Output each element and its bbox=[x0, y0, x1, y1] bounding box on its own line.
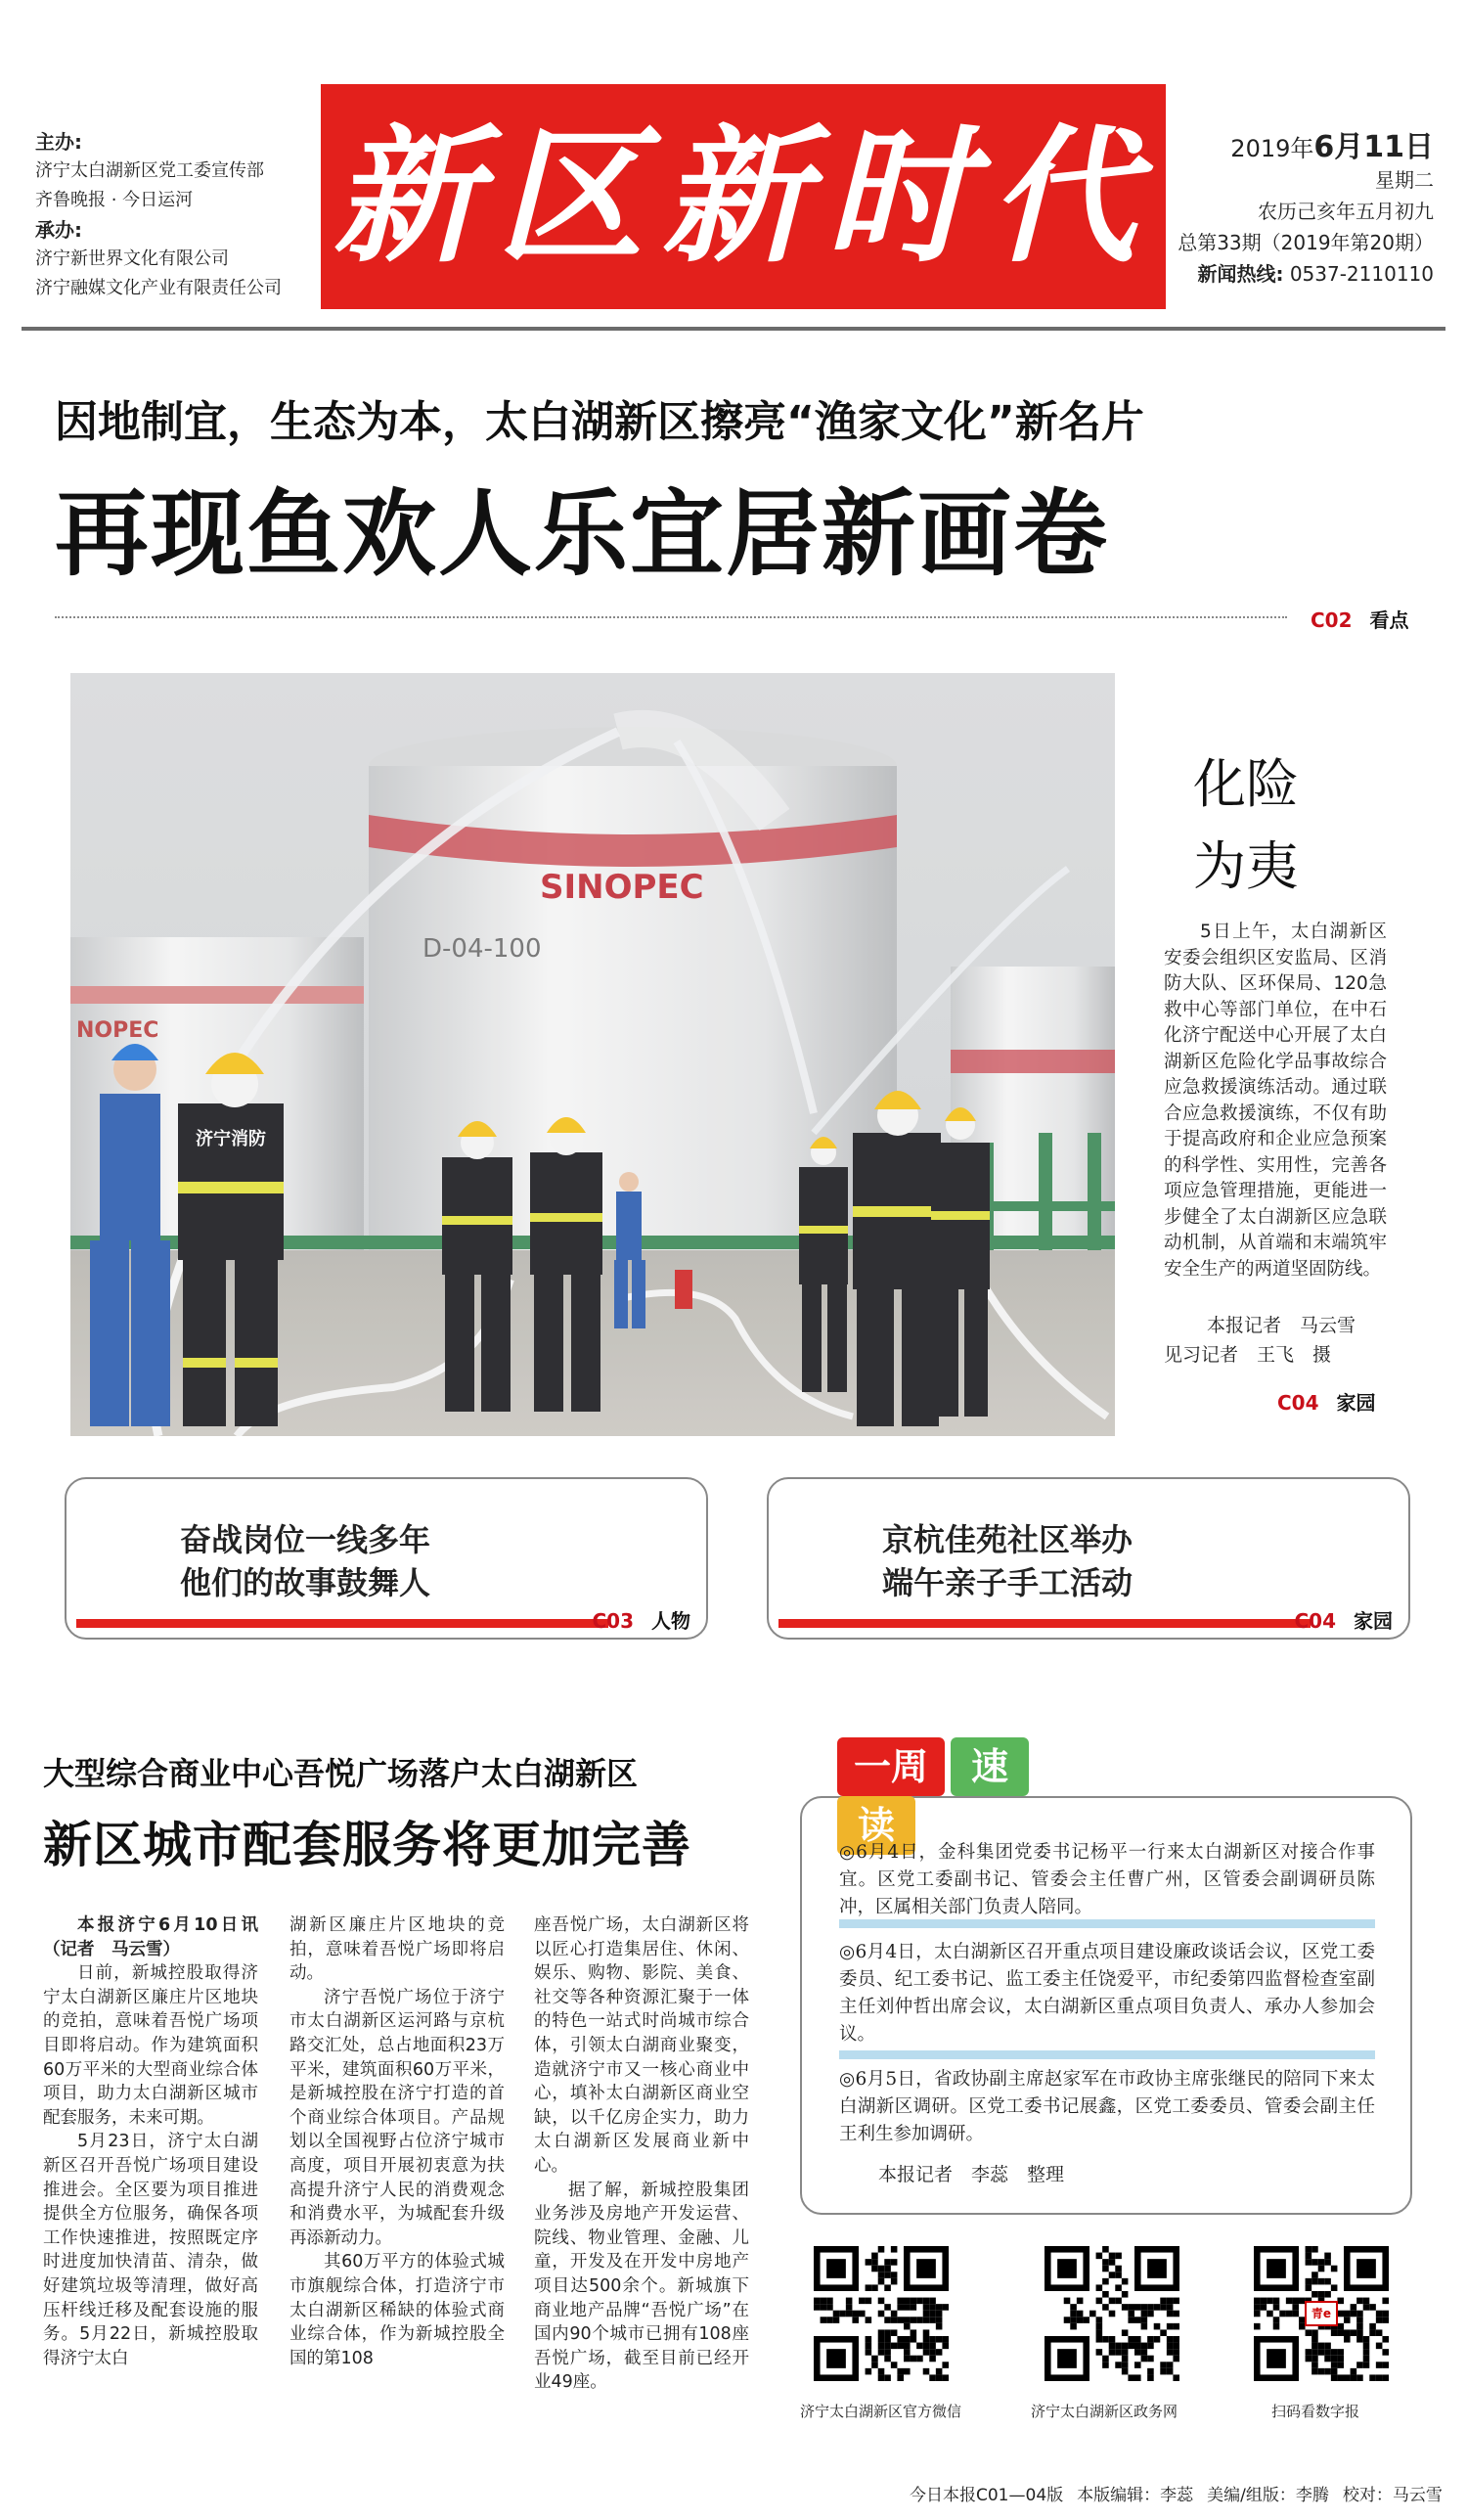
article-column bbox=[534, 1913, 749, 2395]
weekly-item: ◎6月5日，省政协副主席赵家军在市政协主席张继民的陪同下来太白湖新区调研。区党工委书记展鑫，区党工委委员、管委会副主任王利生参加调研。 bbox=[839, 2069, 1375, 2144]
qr-graphic bbox=[1045, 2246, 1179, 2381]
issue-date bbox=[1174, 132, 1434, 164]
host-line: 济宁太白湖新区党工委宣传部 bbox=[35, 160, 264, 181]
teaser-line: 他们的故事鼓舞人 bbox=[180, 1564, 431, 1601]
qr-block[interactable] bbox=[1254, 2246, 1389, 2381]
hotline bbox=[1174, 258, 1434, 290]
ref-page: C04 bbox=[1294, 1609, 1336, 1633]
hotline-label: 新闻热线: bbox=[1197, 262, 1284, 286]
byline-reporter: 本报记者 马云雪 bbox=[1207, 1315, 1356, 1336]
article-paragraph: 其60万平方的体验式城市旗舰综合体，打造济宁市太白湖新区稀缺的体验式商业综合体，作为新城控股全国的第108 bbox=[289, 2252, 505, 2368]
header-rule bbox=[22, 327, 1445, 331]
teaser-line: 京杭佳苑社区举办 bbox=[882, 1521, 1134, 1558]
weekly-item: ◎6月4日，金科集团党委书记杨平一行来太白湖新区对接合作事宜。区党工委副书记、管委会主任曹广州，区管委会副调研员陈冲，区属相关部门负责人陪同。 bbox=[839, 1842, 1375, 1917]
tank-logo: SINOPEC bbox=[540, 868, 704, 907]
lead-page-ref[interactable] bbox=[1311, 605, 1409, 633]
lead-subtitle: 因地制宜，生态为本，太白湖新区擦亮“渔家文化”新名片 bbox=[55, 397, 1144, 447]
tank-number: D-04-100 bbox=[422, 934, 542, 964]
dateline: 本报济宁6月10日讯（记者 马云雪） bbox=[43, 1915, 258, 1959]
ref-section: 看点 bbox=[1369, 608, 1409, 632]
teaser-bar bbox=[778, 1619, 1311, 1628]
ref-page: C04 bbox=[1277, 1391, 1319, 1415]
weekly-separator bbox=[839, 2050, 1375, 2059]
host-label: 主办: bbox=[35, 130, 82, 154]
footer-designer: 美编/组版：李腾 bbox=[1207, 2486, 1329, 2505]
footer-credits bbox=[910, 2481, 1443, 2505]
organizer-label: 承办: bbox=[35, 218, 82, 242]
qr-block[interactable] bbox=[814, 2246, 949, 2381]
issue-year: 2019年 bbox=[1230, 135, 1314, 162]
issue-info bbox=[1174, 132, 1457, 290]
weekly-brief-title bbox=[837, 1737, 1101, 1847]
article-paragraph: 5月23日，济宁太白湖新区召开吾悦广场项目建设推进会。全区要为项目推进提供全方位服务，确保各项工作快速推进，按照既定序时进度加快清苗、清杂，做好建筑垃圾等清理，做好高压杆线迁移及配套设施的服务。5月22日，新城控股取得济宁太白 bbox=[43, 2132, 258, 2368]
photo-story-title-line: 为夷 bbox=[1193, 835, 1299, 897]
qr-block[interactable] bbox=[1045, 2246, 1179, 2381]
teaser-line: 端午亲子手工活动 bbox=[882, 1564, 1134, 1601]
article-headline: 新区城市配套服务将更加完善 bbox=[43, 1817, 691, 1873]
qr-logo: 青e bbox=[1305, 2301, 1338, 2326]
teaser-card[interactable] bbox=[65, 1477, 708, 1640]
article-paragraph: 据了解，新城控股集团业务涉及房地产开发运营、院线、物业管理、金融、儿童，开发及在开发中房地产项目达500余个。新城旗下商业地产品牌“吾悦广场”在国内90个城市已拥有108座吾悦广场，截至目前已经开业49座。 bbox=[534, 2180, 749, 2393]
article-paragraph: 湖新区廉庄片区地块的竞拍，意味着吾悦广场即将启动。 bbox=[289, 1915, 505, 1984]
organizer-line: 济宁新世界文化有限公司 bbox=[35, 248, 229, 269]
article-paragraph: 济宁吾悦广场位于济宁市太白湖新区运河路与京杭路交汇处，总占地面积23万平米，建筑面积60万平米，是新城控股在济宁打造的首个商业综合体项目。产品规划以全国视野占位济宁城市高度，项目开展初衷意为扶高提升济宁人民的消费观念和消费水平，为城配套升级再添新动力。 bbox=[289, 1987, 505, 2248]
ref-section: 人物 bbox=[651, 1609, 690, 1633]
photo-story-text: 5日上午，太白湖新区安委会组织区安监局、区消防大队、区环保局、120急救中心等部门单位，在中石化济宁配送中心开展了太白湖新区危险化学品事故综合应急救援演练活动。通过联合应急救援演练，不仅有助于提高政府和企业应急预案的科学性、实用性，完善各项应急管理措施，更能进一步健全了太白湖新区应急联动机制，从首端和末端筑牢安全生产的两道坚固防线。 bbox=[1164, 922, 1387, 1280]
teaser-text bbox=[882, 1518, 1133, 1604]
photo-story-title bbox=[1193, 743, 1389, 908]
weekly-title-char: 一周 bbox=[837, 1737, 945, 1796]
ref-section: 家园 bbox=[1336, 1391, 1376, 1415]
article-column bbox=[289, 1913, 505, 2370]
lead-headline: 再现鱼欢人乐宜居新画卷 bbox=[55, 479, 1109, 589]
photo-story-body bbox=[1164, 920, 1387, 1282]
byline-photographer: 见习记者 王飞 摄 bbox=[1164, 1344, 1332, 1366]
masthead: 新区新时代 bbox=[321, 84, 1166, 309]
qr-caption: 济宁太白湖新区官方微信 bbox=[800, 2403, 962, 2420]
publisher-info bbox=[35, 127, 329, 303]
article-paragraph: 座吾悦广场，太白湖新区将以匠心打造集居住、休闲、娱乐、购物、影院、美食、社交等各种资源汇聚于一体的特色一站式时尚城市综合体，引领太白湖商业聚变，造就济宁市又一核心商业中心，填补太白湖新区商业空缺，以千亿房企实力，助力太白湖新区发展商业新中心。 bbox=[534, 1915, 749, 2176]
ref-page: C02 bbox=[1311, 608, 1353, 632]
ref-section: 家园 bbox=[1354, 1609, 1393, 1633]
teaser-text bbox=[180, 1518, 430, 1604]
host-line: 齐鲁晚报 · 今日运河 bbox=[35, 190, 194, 210]
article-dateline bbox=[43, 1913, 258, 1961]
tank-logo-left: NOPEC bbox=[76, 1018, 159, 1043]
teaser-line: 奋战岗位一线多年 bbox=[180, 1521, 431, 1558]
qr-caption: 扫码看数字报 bbox=[1271, 2403, 1360, 2420]
issue-number: 总第33期（2019年第20期） bbox=[1178, 231, 1434, 254]
fire-drill-photo bbox=[70, 673, 1115, 1436]
article-column bbox=[43, 1913, 258, 2370]
qr-caption: 济宁太白湖新区政务网 bbox=[1031, 2403, 1178, 2420]
issue-day: 6月11日 bbox=[1313, 130, 1434, 164]
teaser-card[interactable] bbox=[767, 1477, 1410, 1640]
article-paragraph: 日前，新城控股取得济宁太白湖新区廉庄片区地块的竞拍，意味着吾悦广场项目即将启动。作为建筑面积60万平米的大型商业综合体项目，助力太白湖新区城市配套服务，未来可期。 bbox=[43, 1963, 258, 2128]
qr-code-icon[interactable] bbox=[1045, 2246, 1179, 2381]
photo-story-title-line: 化险 bbox=[1193, 753, 1299, 815]
weekly-byline: 本报记者 李蕊 整理 bbox=[878, 2164, 1065, 2185]
article-subtitle: 大型综合商业中心吾悦广场落户太白湖新区 bbox=[43, 1755, 639, 1792]
weekly-separator bbox=[839, 1919, 1375, 1928]
photo-story-page-ref[interactable] bbox=[1277, 1387, 1376, 1416]
weekday: 星期二 bbox=[1375, 168, 1434, 192]
lead-divider bbox=[55, 616, 1287, 618]
vest-label: 济宁消防 bbox=[196, 1129, 266, 1149]
footer-proofreader: 校对：马云雪 bbox=[1342, 2486, 1443, 2505]
ref-page: C03 bbox=[592, 1609, 634, 1633]
footer-editor: 本版编辑：李蕊 bbox=[1077, 2486, 1194, 2505]
weekly-item: ◎6月4日，太白湖新区召开重点项目建设廉政谈话会议，区党工委委员、纪工委书记、监工委主任饶爱平，市纪委第四监督检查室副主任刘仲哲出席会议，太白湖新区重点项目负责人、承办人参加会议。 bbox=[839, 1942, 1375, 2045]
teaser-page-ref bbox=[592, 1605, 690, 1634]
organizer-line: 济宁融媒文化产业有限责任公司 bbox=[35, 278, 282, 298]
teaser-page-ref bbox=[1294, 1605, 1393, 1634]
footer-pages: 今日本报C01—04版 bbox=[910, 2486, 1064, 2505]
weekly-title-char: 读 bbox=[837, 1796, 915, 1855]
teaser-bar bbox=[76, 1619, 608, 1628]
hotline-number: 0537-2110110 bbox=[1289, 262, 1434, 286]
photo-story-byline bbox=[1164, 1311, 1428, 1370]
qr-graphic bbox=[814, 2246, 949, 2381]
qr-code-icon[interactable] bbox=[814, 2246, 949, 2381]
weekly-title-char: 速 bbox=[951, 1737, 1029, 1796]
qr-code-icon[interactable] bbox=[1254, 2246, 1389, 2381]
lunar-date: 农历己亥年五月初九 bbox=[1258, 200, 1434, 223]
